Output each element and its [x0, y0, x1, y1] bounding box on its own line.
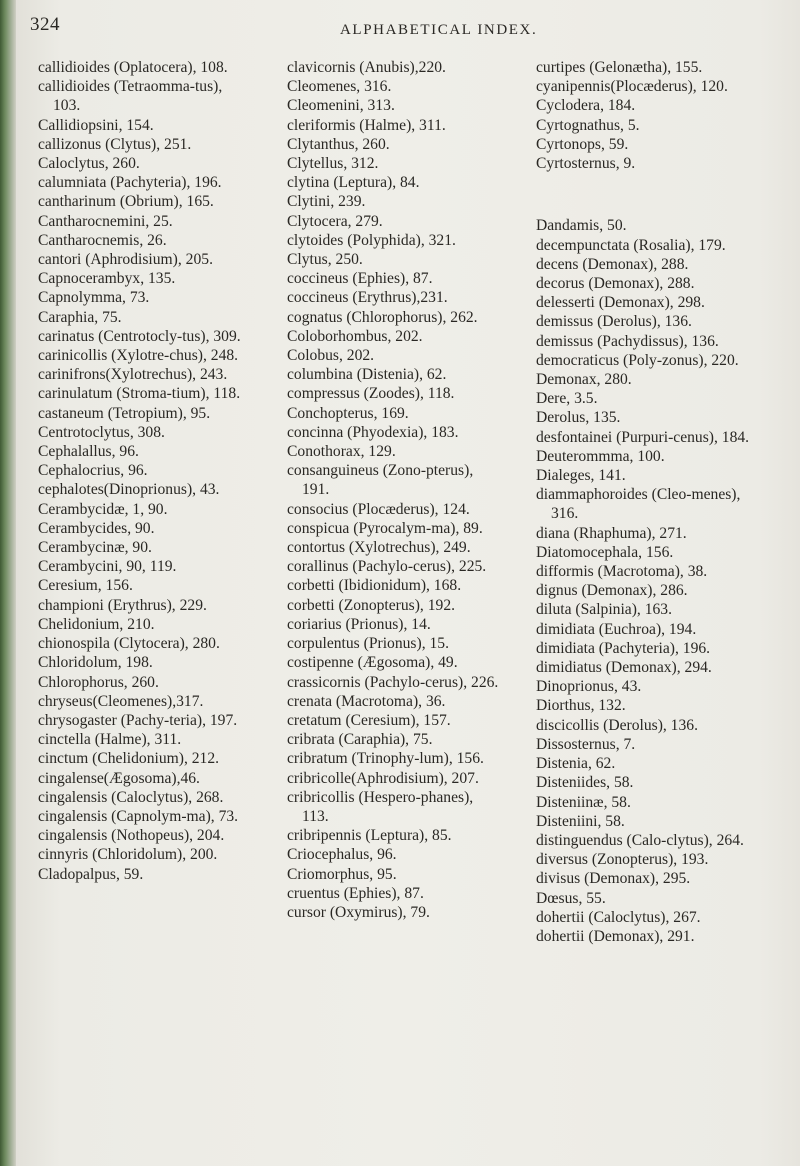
index-entry: Callidiopsini, 154. — [38, 116, 154, 134]
index-entry: Capnocerambyx, 135. — [38, 270, 176, 288]
index-entry: cretatum (Ceresium), 157. — [287, 711, 451, 729]
index-entry: Dinoprionus, 43. — [536, 678, 642, 696]
index-entry: Clytini, 239. — [287, 193, 366, 211]
index-entry: compressus (Zoodes), 118. — [287, 385, 455, 403]
index-entry: cyanipennis(Plocæderus), 120. — [536, 78, 728, 96]
index-entry: Distenia, 62. — [536, 755, 616, 773]
index-entry: Cyrtonops, 59. — [536, 135, 629, 153]
index-entry: cruentus (Ephies), 87. — [287, 884, 424, 902]
index-entry: corbetti (Ibidionidum), 168. — [287, 577, 462, 595]
index-entry: corpulentus (Prionus), 15. — [287, 635, 449, 653]
index-entry: carinatus (Centrotocly-tus), 309. — [38, 327, 241, 345]
index-entry: Cladopalpus, 59. — [38, 865, 144, 883]
index-entry: Clytanthus, 260. — [287, 135, 390, 153]
index-entry: Diatomocephala, 156. — [536, 543, 674, 561]
index-entry: Dandamis, 50. — [536, 217, 627, 235]
index-entry: championi (Erythrus), 229. — [38, 596, 207, 614]
index-column-1 — [38, 58, 250, 884]
index-entry: dimidiatus (Demonax), 294. — [536, 659, 712, 677]
index-entry: Disteniides, 58. — [536, 774, 634, 792]
index-entry: divisus (Demonax), 295. — [536, 870, 691, 888]
index-entry: Disteniini, 58. — [536, 812, 625, 830]
index-entry: Coloborhombus, 202. — [287, 327, 423, 345]
index-entry: callidioides (Tetraomma-tus), 103. — [38, 78, 223, 115]
index-entry: decempunctata (Rosalia), 179. — [536, 236, 726, 254]
index-entry: Clytellus, 312. — [287, 155, 379, 173]
book-binding-edge — [0, 0, 16, 1166]
index-entry: Cyrtosternus, 9. — [536, 155, 636, 173]
index-entry: cinnyris (Chloridolum), 200. — [38, 846, 218, 864]
index-entry: dohertii (Caloclytus), 267. — [536, 908, 701, 926]
index-entry: Dœsus, 55. — [536, 889, 606, 907]
index-entry: callidioides (Oplatocera), 108. — [38, 59, 228, 76]
index-entry: chionospila (Clytocera), 280. — [38, 635, 220, 653]
index-entry: Derolus, 135. — [536, 409, 621, 427]
index-entry: diversus (Zonopterus), 193. — [536, 851, 709, 869]
index-entry: Clytocera, 279. — [287, 212, 383, 230]
index-entry: cephalotes(Dinoprionus), 43. — [38, 481, 220, 499]
index-entry: decorus (Demonax), 288. — [536, 275, 695, 293]
index-entry: cribratum (Trinophy-lum), 156. — [287, 750, 484, 768]
index-entry: coccineus (Erythrus),231. — [287, 289, 448, 307]
index-entry: diana (Rhaphuma), 271. — [536, 524, 687, 542]
index-entry: Capnolymma, 73. — [38, 289, 150, 307]
index-entry: cingalensis (Nothopeus), 204. — [38, 827, 225, 845]
index-entry: carinifrons(Xylotrechus), 243. — [38, 366, 228, 384]
index-entry: carinicollis (Xylotre-chus), 248. — [38, 347, 239, 365]
index-entry: Colobus, 202. — [287, 347, 375, 365]
index-entry: dimidiata (Euchroa), 194. — [536, 620, 697, 638]
index-entry: cingalensis (Capnolym-ma), 73. — [38, 807, 239, 825]
index-entry: curtipes (Gelonætha), 155. — [536, 59, 703, 76]
index-entry: Ceresium, 156. — [38, 577, 133, 595]
index-entry: Cantharocnemini, 25. — [38, 212, 173, 230]
index-entry: crenata (Macrotoma), 36. — [287, 692, 446, 710]
page-number: 324 — [30, 14, 60, 35]
index-entry: chryseus(Cleomenes),317. — [38, 692, 204, 710]
index-entry: corallinus (Pachylo-cerus), 225. — [287, 558, 487, 576]
index-entry: demissus (Derolus), 136. — [536, 313, 692, 331]
index-entry: cursor (Oxymirus), 79. — [287, 903, 430, 921]
index-entry: chrysogaster (Pachy-teria), 197. — [38, 711, 238, 729]
index-entry: Conchopterus, 169. — [287, 404, 409, 422]
index-entry: clytoides (Polyphida), 321. — [287, 231, 456, 249]
index-entry: Chelidonium, 210. — [38, 615, 155, 633]
index-entry: columbina (Distenia), 62. — [287, 366, 447, 384]
section-gap — [536, 189, 762, 201]
index-column-3 — [536, 58, 762, 946]
index-entry: cribricollis (Hespero-phanes), 113. — [287, 788, 474, 825]
index-entry: concinna (Phyodexia), 183. — [287, 423, 459, 441]
index-entry: Caraphia, 75. — [38, 308, 122, 326]
index-entry: Demonax, 280. — [536, 371, 632, 389]
index-entry: Deuterommma, 100. — [536, 447, 665, 465]
running-head: ALPHABETICAL INDEX. — [340, 22, 538, 38]
index-entry: carinulatum (Stroma-tium), 118. — [38, 385, 241, 403]
index-entry: Cephalallus, 96. — [38, 443, 139, 461]
index-entry: cantharinum (Obrium), 165. — [38, 193, 214, 211]
index-entry: Chloridolum, 198. — [38, 654, 153, 672]
index-entry: Cyrtognathus, 5. — [536, 116, 640, 134]
index-entry: cinctella (Halme), 311. — [38, 731, 182, 749]
index-entry: Dissosternus, 7. — [536, 735, 636, 753]
index-entry: decens (Demonax), 288. — [536, 255, 689, 273]
index-entry: delesserti (Demonax), 298. — [536, 294, 705, 312]
index-column-2 — [287, 58, 499, 922]
index-entry: Cyclodera, 184. — [536, 97, 636, 115]
index-entry: Cerambycini, 90, 119. — [38, 558, 177, 576]
index-entry: Criocephalus, 96. — [287, 846, 397, 864]
index-entry: cingalensis (Caloclytus), 268. — [38, 788, 224, 806]
index-entry: Diorthus, 132. — [536, 697, 626, 715]
index-entry: cribripennis (Leptura), 85. — [287, 827, 452, 845]
index-entry: democraticus (Poly-zonus), 220. — [536, 351, 739, 369]
index-entry: cognatus (Chlorophorus), 262. — [287, 308, 478, 326]
index-entry: cribrata (Caraphia), 75. — [287, 731, 433, 749]
index-entry: Criomorphus, 95. — [287, 865, 397, 883]
index-entry: Centrotoclytus, 308. — [38, 423, 165, 441]
index-entry: dignus (Demonax), 286. — [536, 582, 688, 600]
index-entry: Dialeges, 141. — [536, 467, 626, 485]
index-entry: Cerambycides, 90. — [38, 519, 155, 537]
index-entry: consanguineus (Zono-pterus), 191. — [287, 462, 474, 499]
index-entry: Cerambycidæ, 1, 90. — [38, 500, 168, 518]
index-entry: cantori (Aphrodisium), 205. — [38, 251, 213, 269]
index-entry: diluta (Salpinia), 163. — [536, 601, 672, 619]
index-entry: desfontainei (Purpuri-cenus), 184. — [536, 428, 750, 446]
index-entry: dohertii (Demonax), 291. — [536, 927, 695, 945]
index-entry: clytina (Leptura), 84. — [287, 174, 420, 192]
index-entry: difformis (Macrotoma), 38. — [536, 563, 708, 581]
index-entry: cinctum (Chelidonium), 212. — [38, 750, 220, 768]
index-entry: clavicornis (Anubis),220. — [287, 59, 446, 76]
index-entry: Cleomenini, 313. — [287, 97, 395, 115]
index-entry: crassicornis (Pachylo-cerus), 226. — [287, 673, 499, 691]
index-entry: Chlorophorus, 260. — [38, 673, 159, 691]
index-entry: discicollis (Derolus), 136. — [536, 716, 698, 734]
index-entry: costipenne (Ægosoma), 49. — [287, 654, 458, 672]
index-entry: demissus (Pachydissus), 136. — [536, 332, 719, 350]
index-entry: Cantharocnemis, 26. — [38, 231, 167, 249]
index-entry: Cephalocrius, 96. — [38, 462, 148, 480]
index-entry: Caloclytus, 260. — [38, 155, 140, 173]
index-entry: Cleomenes, 316. — [287, 78, 392, 96]
index-entry: diammaphoroides (Cleo-menes), 316. — [536, 486, 741, 523]
index-entry: Disteniinæ, 58. — [536, 793, 631, 811]
index-entry: consocius (Plocæderus), 124. — [287, 500, 470, 518]
index-entry: dimidiata (Pachyteria), 196. — [536, 639, 711, 657]
index-entry: cleriformis (Halme), 311. — [287, 116, 446, 134]
index-entry: cribricolle(Aphrodisium), 207. — [287, 769, 479, 787]
index-entry: contortus (Xylotrechus), 249. — [287, 539, 471, 557]
index-entry: Conothorax, 129. — [287, 443, 396, 461]
index-entry: conspicua (Pyrocalym-ma), 89. — [287, 519, 483, 537]
index-entry: castaneum (Tetropium), 95. — [38, 404, 211, 422]
index-entry: Dere, 3.5. — [536, 390, 598, 408]
index-entry: corbetti (Zonopterus), 192. — [287, 596, 456, 614]
index-entry: distinguendus (Calo-clytus), 264. — [536, 831, 744, 849]
index-entry: cingalense(Ægosoma),46. — [38, 769, 200, 787]
index-entry: Clytus, 250. — [287, 251, 363, 269]
index-entry: coccineus (Ephies), 87. — [287, 270, 433, 288]
index-entry: coriarius (Prionus), 14. — [287, 615, 431, 633]
index-entry: callizonus (Clytus), 251. — [38, 135, 192, 153]
index-entry: calumniata (Pachyteria), 196. — [38, 174, 222, 192]
index-entry: Cerambycinæ, 90. — [38, 539, 152, 557]
